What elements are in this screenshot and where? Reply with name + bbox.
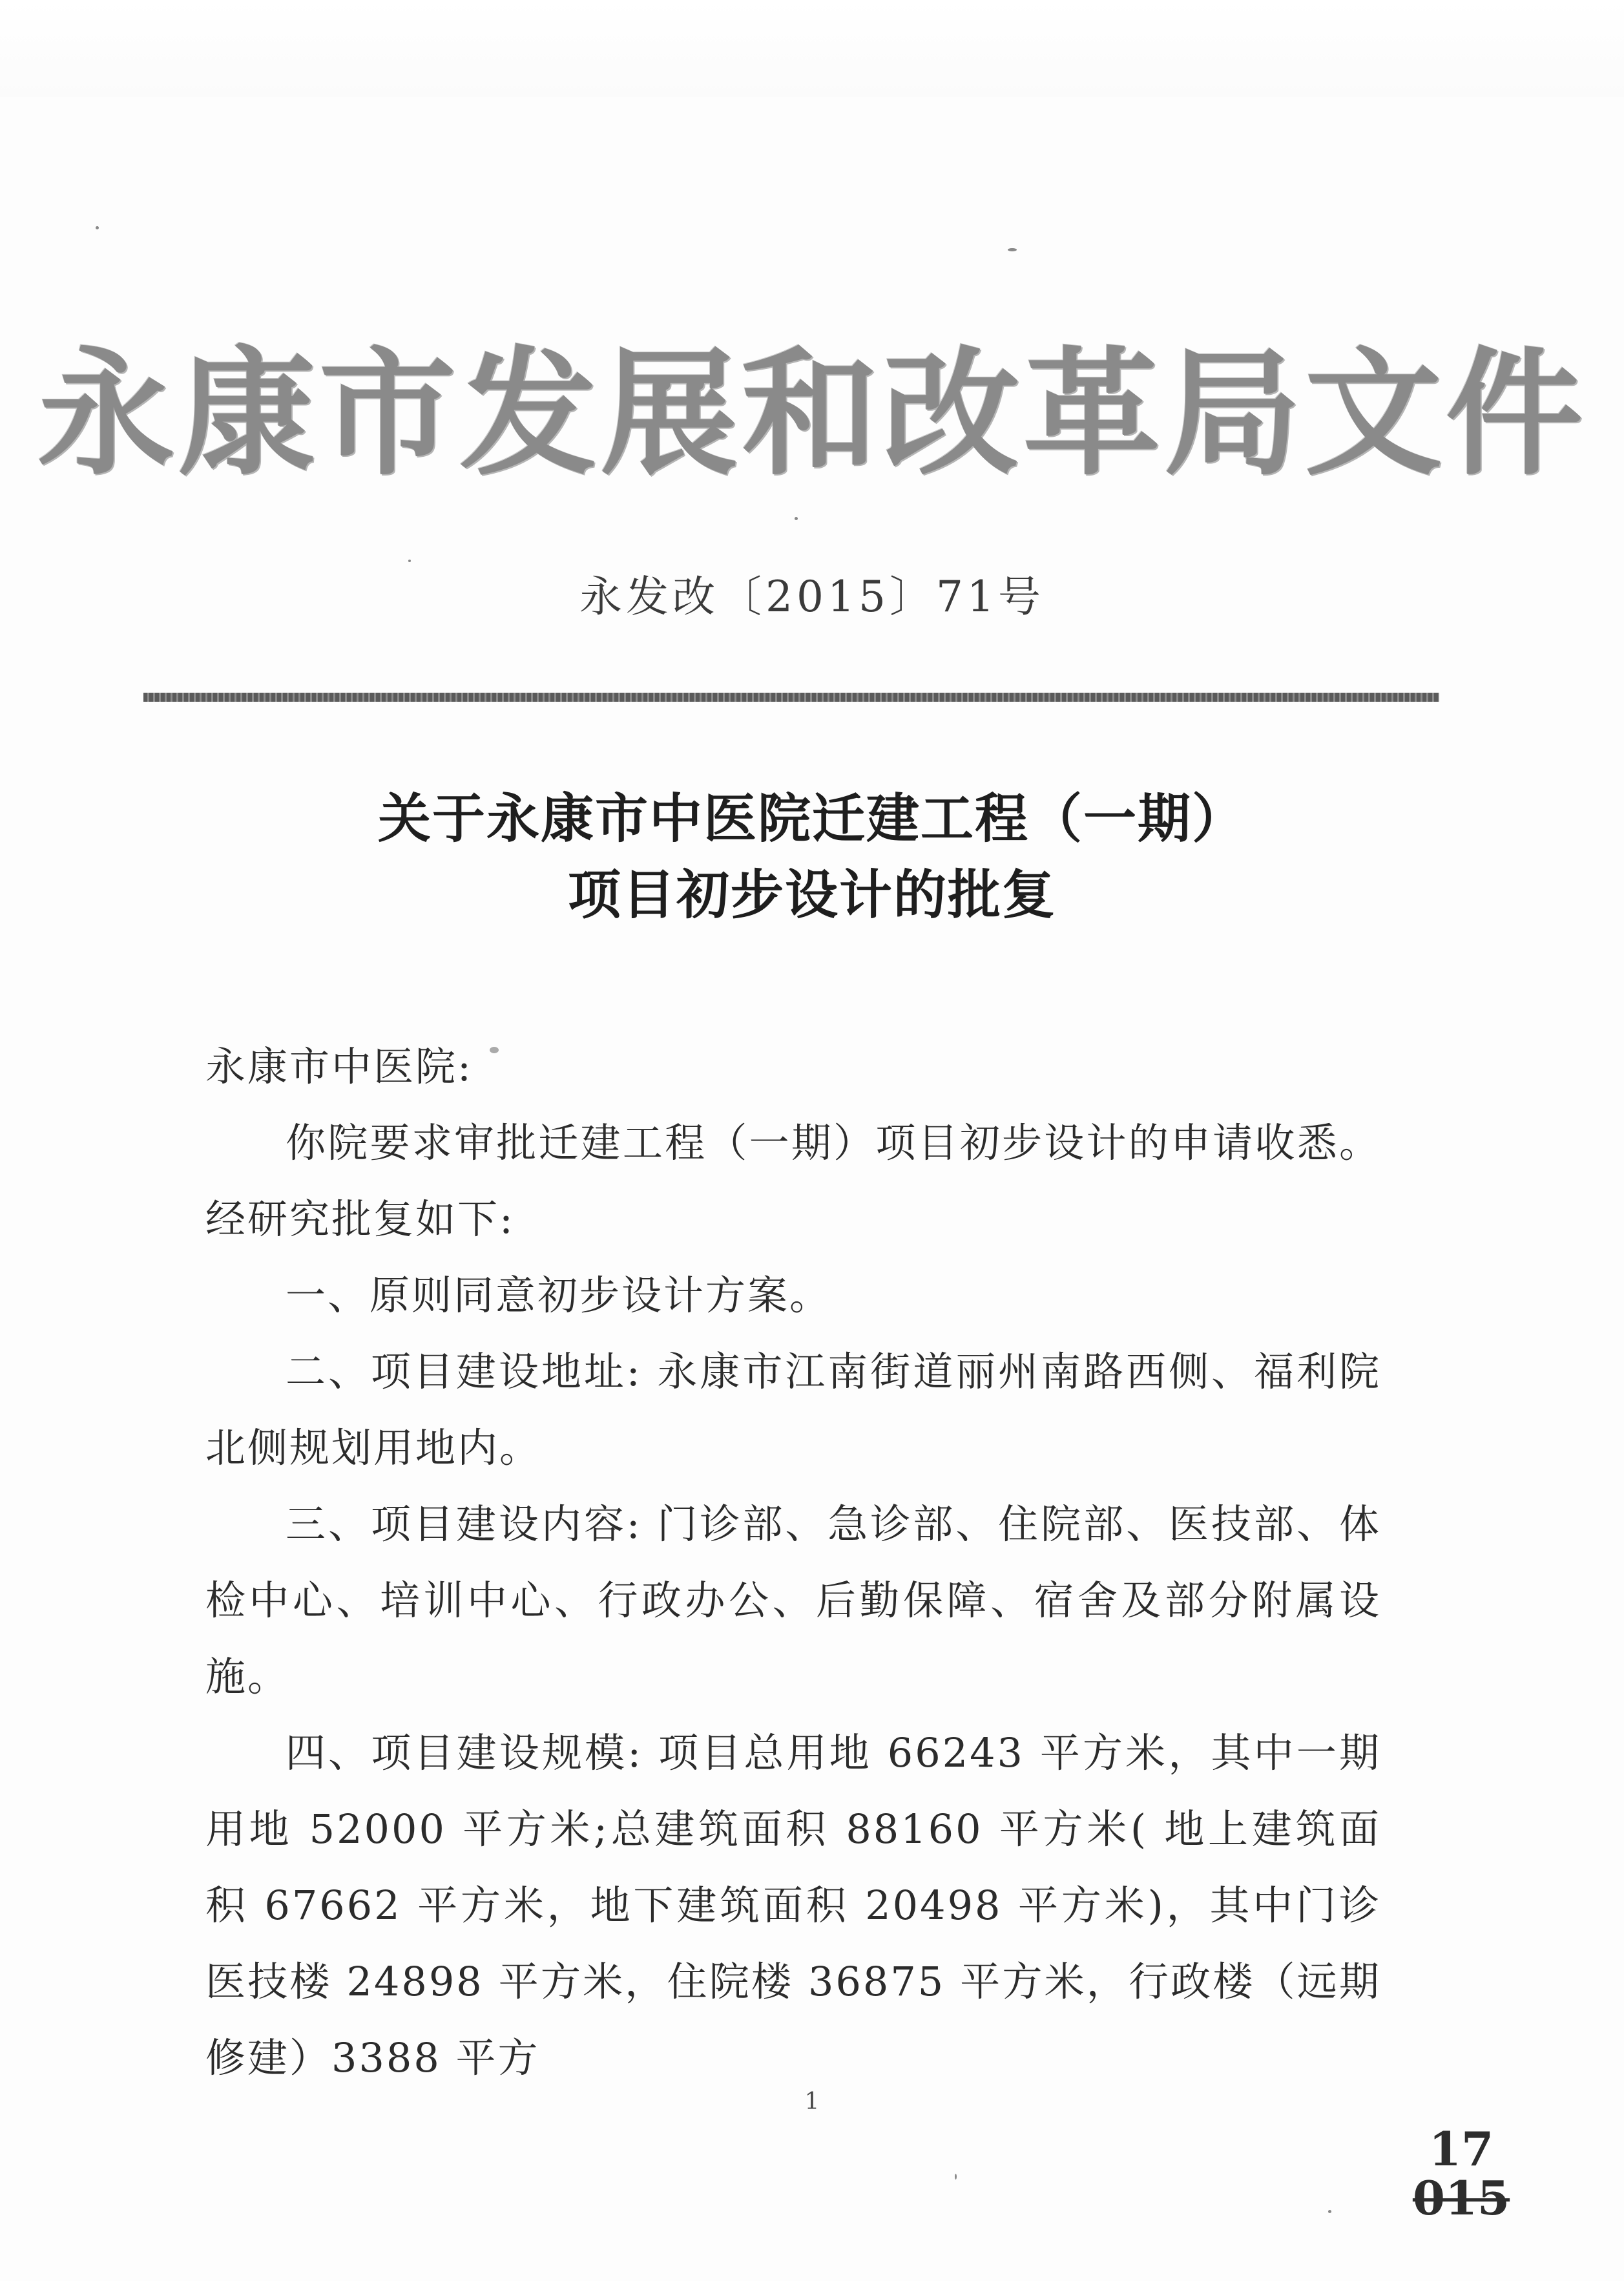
scan-speck: [955, 2174, 957, 2180]
stamp-previous-number: 015: [1412, 2171, 1510, 2225]
addressee: 永康市中医院:: [205, 1043, 473, 1090]
scan-speck: [1328, 2210, 1331, 2213]
scan-speck: [1008, 248, 1017, 251]
archive-page-stamp: [1410, 2121, 1513, 2225]
title-line-1: 关于永康市中医院迁建工程（一期）: [377, 788, 1246, 850]
paragraph-item-1: 一、原则同意初步设计方案。: [286, 1272, 832, 1319]
paragraph-item-2: 二、项目建设地址: 永康市江南街道丽州南路西侧、福利院北侧规划用地内。: [205, 1348, 1381, 1471]
scan-edge: [0, 0, 1624, 97]
paragraph-item-4: 四、项目建设规模: 项目总用地 66243 平方米，其中一期用地 52000 平方米;总建筑面积 88160 平方米( 地上建筑面积 67662 平方米，地下建筑面积 20498 平方米)，其中门诊医技楼 24898 平方米，住院楼 36875 平方米，行政楼（远期修建）3388 平方: [205, 1729, 1381, 2081]
scan-speck: [490, 1047, 499, 1053]
paragraph-item-3: 三、项目建设内容: 门诊部、急诊部、住院部、医技部、体检中心、培训中心、行政办公、后勤保障、宿舍及部分附属设施。: [205, 1500, 1381, 1700]
agency-header: 永康市发展和改革局文件: [37, 333, 1587, 494]
page-number: 1: [804, 2088, 820, 2115]
document-body: [205, 1029, 1381, 2096]
header-separator: [143, 693, 1439, 702]
paragraph-intro: 你院要求审批迁建工程（一期）项目初步设计的申请收悉。经研究批复如下:: [205, 1119, 1381, 1243]
scan-speck: [96, 226, 99, 229]
document-title: [0, 781, 1624, 933]
scan-speck: [408, 560, 411, 562]
scan-speck: [795, 517, 798, 520]
title-line-2: 项目初步设计的批复: [567, 864, 1056, 926]
document-number: 永发改〔2015〕71号: [579, 572, 1045, 622]
stamp-current-number: 17: [1428, 2121, 1494, 2176]
